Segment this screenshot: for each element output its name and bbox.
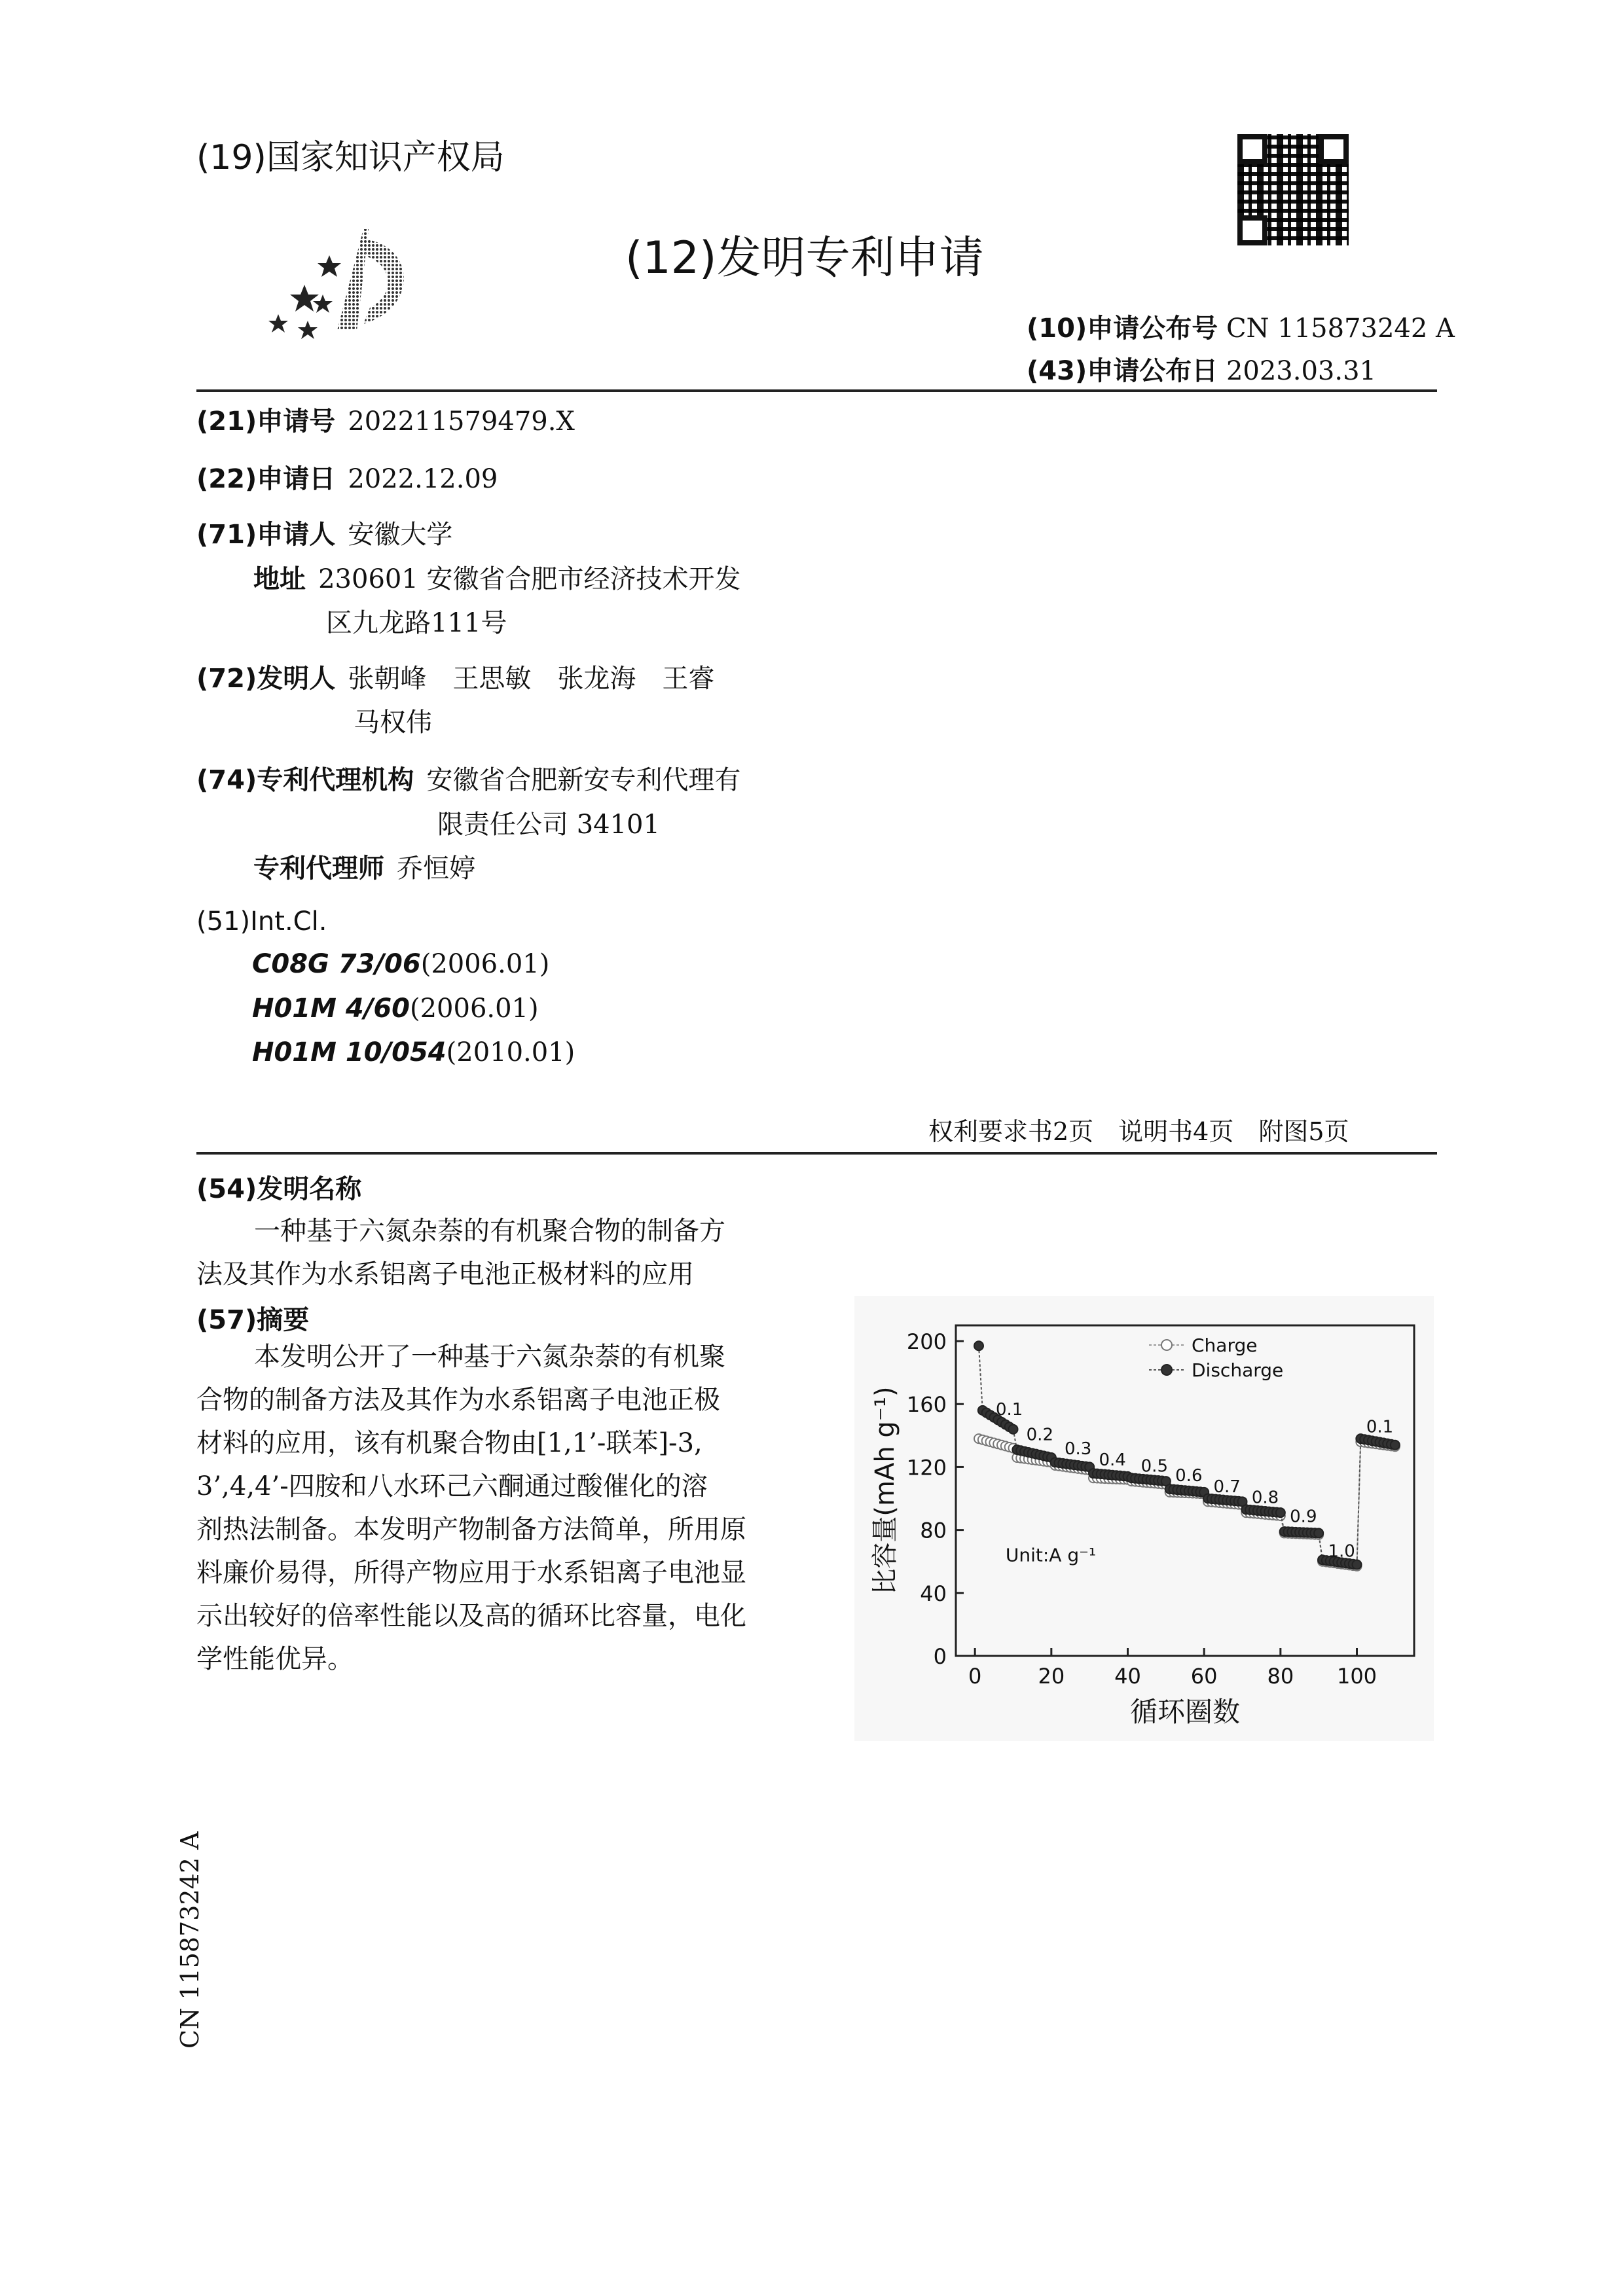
- data-point-discharge: [1353, 1560, 1362, 1570]
- address-line-1: 230601 安徽省合肥市经济技术开发: [318, 564, 741, 594]
- abstract-line: 材料的应用，该有机聚合物由[1,1’-联苯]-3,: [196, 1428, 702, 1458]
- agent-label: 专利代理师: [253, 853, 384, 884]
- ipc-code: C08G 73/06: [252, 949, 421, 979]
- data-point-discharge: [1391, 1441, 1400, 1450]
- agency-line-2: 限责任公司 34101: [437, 810, 660, 840]
- publication-date-label: (43)申请公布日: [1027, 356, 1218, 386]
- y-tick-label: 200: [906, 1329, 947, 1355]
- abstract-line: 剂热法制备。本发明产物制备方法简单，所用原: [196, 1515, 746, 1545]
- agency-label: (74)专利代理机构: [196, 765, 414, 795]
- rate-label: 0.1: [1366, 1417, 1394, 1437]
- abstract-line: 合物的制备方法及其作为水系铝离子电池正极: [196, 1385, 720, 1415]
- rate-label: 0.7: [1213, 1477, 1241, 1497]
- x-tick-label: 60: [1190, 1664, 1218, 1689]
- unit-annotation: Unit:A g⁻¹: [1005, 1544, 1097, 1566]
- x-tick-label: 40: [1114, 1664, 1141, 1689]
- publication-date-row: [1027, 350, 1376, 387]
- ipc-code: H01M 4/60: [252, 994, 410, 1024]
- abstract-figure: [854, 1296, 1434, 1741]
- x-axis-title: 循环圈数: [1129, 1696, 1241, 1728]
- rate-label: 0.1: [995, 1400, 1023, 1420]
- int-cl-label: (51)Int.Cl.: [196, 906, 327, 937]
- address-line-2: 区九龙路111号: [326, 608, 507, 638]
- pages-summary: 权利要求书2页 说明书4页 附图5页: [928, 1117, 1349, 1146]
- invention-title-line-1: 一种基于六氮杂萘的有机聚合物的制备方: [254, 1216, 725, 1246]
- y-tick-label: 0: [933, 1644, 947, 1669]
- rate-label: 0.2: [1026, 1425, 1054, 1445]
- publication-number-row: [1027, 308, 1455, 345]
- rate-label: 0.3: [1064, 1439, 1092, 1460]
- data-point-discharge: [974, 1341, 983, 1350]
- x-tick-label: 80: [1267, 1664, 1294, 1689]
- agent-row: [253, 848, 475, 885]
- y-axis-title: 比容量(mAh g⁻¹): [870, 1386, 900, 1595]
- abstract-line: 示出较好的倍率性能以及高的循环比容量，电化: [196, 1601, 746, 1631]
- application-date-row: [196, 458, 498, 495]
- legend-entry: Discharge: [1192, 1359, 1284, 1381]
- rate-label: 1.0: [1328, 1541, 1355, 1562]
- header-divider: [196, 389, 1437, 392]
- rate-label: 0.6: [1175, 1466, 1203, 1486]
- data-point-discharge: [1009, 1425, 1018, 1434]
- ipc-version: (2010.01): [446, 1037, 575, 1067]
- data-point-discharge: [1276, 1508, 1285, 1517]
- address-label: 地址: [253, 564, 306, 594]
- application-date-label: (22)申请日: [196, 464, 336, 494]
- publication-number-label: (10)申请公布号: [1027, 314, 1218, 344]
- y-tick-label: 40: [920, 1581, 947, 1606]
- issuing-office: (19)国家知识产权局: [196, 138, 505, 177]
- rate-label: 0.8: [1251, 1488, 1279, 1508]
- chart-marks: [974, 1341, 1400, 1571]
- application-number-row: [196, 401, 575, 438]
- abstract-line: 本发明公开了一种基于六氮杂萘的有机聚: [254, 1342, 725, 1372]
- capacity-chart: [854, 1296, 1434, 1741]
- application-date: 2022.12.09: [348, 464, 498, 494]
- rate-label: 0.4: [1099, 1450, 1126, 1471]
- invention-title-line-2: 法及其作为水系铝离子电池正极材料的应用: [196, 1259, 694, 1289]
- ipc-entry: [252, 949, 549, 979]
- x-tick-label: 20: [1038, 1664, 1065, 1689]
- ipc-version: (2006.01): [409, 994, 539, 1024]
- rate-label: 0.5: [1140, 1456, 1169, 1477]
- abstract-line: 料廉价易得，所得产物应用于水系铝离子电池显: [196, 1558, 746, 1588]
- ipc-version: (2006.01): [420, 949, 550, 979]
- applicant: 安徽大学: [348, 520, 453, 550]
- abstract-line: 学性能优异。: [196, 1644, 354, 1674]
- applicant-label: (71)申请人: [196, 520, 336, 550]
- address-row: [253, 558, 741, 596]
- agency-line-1: 安徽省合肥新安专利代理有: [426, 765, 741, 795]
- side-publication-number: CN 115873242 A: [175, 1831, 204, 2049]
- publication-number: CN 115873242 A: [1226, 314, 1455, 344]
- abstract-label: (57)摘要: [196, 1305, 310, 1335]
- agent: 乔恒婷: [397, 853, 476, 884]
- legend-marker: [1161, 1365, 1172, 1375]
- abstract-body: [196, 1335, 799, 1681]
- ipc-code: H01M 10/054: [252, 1037, 447, 1067]
- x-tick-label: 100: [1336, 1664, 1377, 1689]
- x-tick-label: 0: [968, 1664, 982, 1689]
- applicant-row: [196, 514, 452, 551]
- title-label: (54)发明名称: [196, 1174, 362, 1204]
- legend-marker: [1161, 1340, 1172, 1350]
- abstract-line: 3’,4,4’-四胺和八水环己六酮通过酸催化的溶: [196, 1471, 708, 1501]
- ipc-entry: [252, 1037, 575, 1067]
- y-tick-label: 160: [906, 1392, 947, 1418]
- y-tick-label: 120: [906, 1455, 947, 1480]
- data-point-discharge: [1314, 1528, 1323, 1537]
- ipc-entry: [252, 994, 539, 1024]
- inventors-line-1: 张朝峰 王思敏 张龙海 王睿: [348, 664, 715, 694]
- application-number: 202211579479.X: [348, 406, 575, 437]
- qr-code: [1237, 134, 1349, 245]
- cnipa-logo: [265, 216, 426, 350]
- inventors-line-2: 马权伟: [354, 708, 432, 738]
- rate-label: 0.9: [1290, 1507, 1317, 1527]
- agency-row: [196, 759, 740, 797]
- document-type: (12)发明专利申请: [625, 232, 984, 284]
- publication-date: 2023.03.31: [1226, 356, 1376, 386]
- summary-divider: [196, 1152, 1437, 1155]
- y-tick-label: 80: [920, 1518, 947, 1543]
- legend-entry: Charge: [1192, 1335, 1258, 1356]
- application-number-label: (21)申请号: [196, 406, 336, 437]
- inventors-row: [196, 658, 714, 695]
- inventors-label: (72)发明人: [196, 664, 336, 694]
